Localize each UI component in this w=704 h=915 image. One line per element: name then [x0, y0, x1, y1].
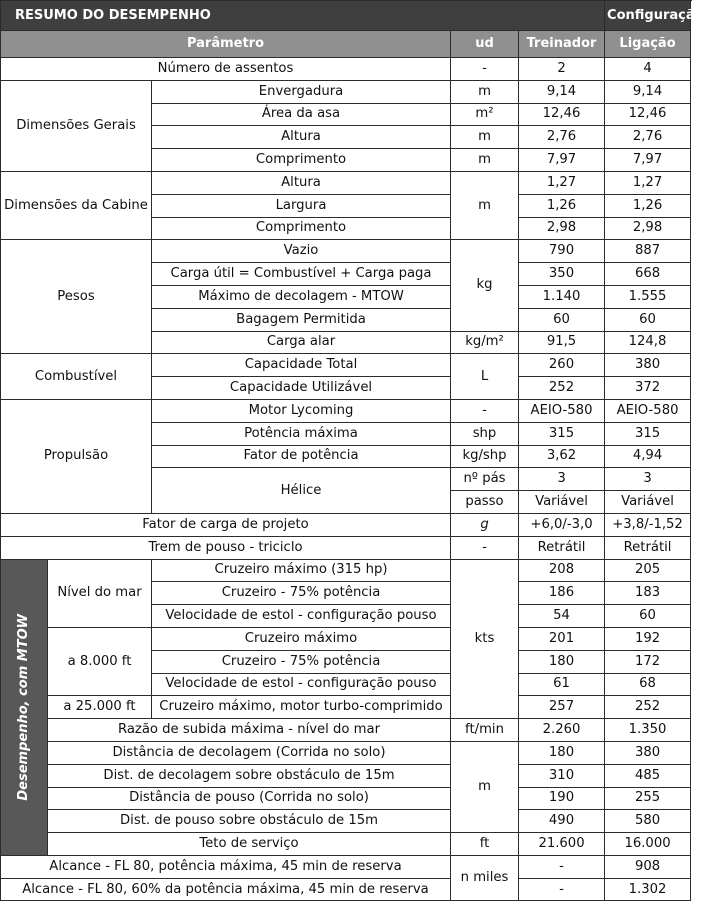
value-ligacao: 315: [605, 422, 691, 445]
value-ligacao: 60: [605, 308, 691, 331]
value-ligacao: 2,98: [605, 217, 691, 240]
value-ligacao: 68: [605, 673, 691, 696]
value-treinador: 186: [519, 582, 605, 605]
table-row: [1, 513, 691, 536]
row-label: Número de assentos: [1, 58, 451, 81]
value-treinador: 2: [519, 58, 605, 81]
table-row: [1, 80, 691, 103]
value-ligacao: 4,94: [605, 445, 691, 468]
row-label: Altura: [152, 171, 451, 194]
row-label: Capacidade Utilizável: [152, 377, 451, 400]
value-ligacao: 1,27: [605, 171, 691, 194]
row-unit: m: [451, 741, 519, 832]
row-unit: L: [451, 354, 519, 400]
value-ligacao: 380: [605, 354, 691, 377]
value-ligacao: 192: [605, 627, 691, 650]
group-label: Pesos: [1, 240, 152, 354]
value-treinador: 252: [519, 377, 605, 400]
value-ligacao: 908: [605, 855, 691, 878]
value-treinador: Variável: [519, 491, 605, 514]
table-row: [1, 171, 691, 194]
value-treinador: 201: [519, 627, 605, 650]
row-label: Fator de potência: [152, 445, 451, 468]
value-treinador: 310: [519, 764, 605, 787]
row-unit: ft/min: [451, 719, 519, 742]
value-ligacao: 255: [605, 787, 691, 810]
value-ligacao: 580: [605, 810, 691, 833]
value-treinador: 3,62: [519, 445, 605, 468]
value-treinador: 180: [519, 741, 605, 764]
value-treinador: AEIO-580: [519, 399, 605, 422]
row-unit: ft: [451, 833, 519, 856]
value-ligacao: 252: [605, 696, 691, 719]
value-ligacao: +3,8/-1,52: [605, 513, 691, 536]
row-label: Cruzeiro - 75% potência: [152, 582, 451, 605]
row-label: Alcance - FL 80, 60% da potência máxima, 45 min de reserva: [1, 878, 451, 901]
table-row: [1, 559, 691, 582]
value-treinador: 180: [519, 650, 605, 673]
value-ligacao: 1,26: [605, 194, 691, 217]
row-label: Velocidade de estol - configuração pouso: [152, 673, 451, 696]
table-row: [1, 741, 691, 764]
table-row: [1, 855, 691, 878]
value-ligacao: 183: [605, 582, 691, 605]
value-treinador: 790: [519, 240, 605, 263]
row-label: Alcance - FL 80, potência máxima, 45 min de reserva: [1, 855, 451, 878]
row-label: Bagagem Permitida: [152, 308, 451, 331]
config-header: Configuração: [605, 1, 691, 31]
value-treinador: 2,98: [519, 217, 605, 240]
row-label: Fator de carga de projeto: [1, 513, 451, 536]
value-ligacao: 3: [605, 468, 691, 491]
value-treinador: 61: [519, 673, 605, 696]
value-treinador: 315: [519, 422, 605, 445]
group-label: Propulsão: [1, 399, 152, 513]
value-treinador: +6,0/-3,0: [519, 513, 605, 536]
table-row: [1, 240, 691, 263]
row-label: Envergadura: [152, 80, 451, 103]
value-treinador: 91,5: [519, 331, 605, 354]
value-treinador: Retrátil: [519, 536, 605, 559]
row-unit: -: [451, 399, 519, 422]
subgroup-label: a 25.000 ft: [48, 696, 152, 719]
table-row: [1, 878, 691, 901]
unit-header: ud: [451, 31, 519, 58]
row-label: Razão de subida máxima - nível do mar: [48, 719, 451, 742]
value-treinador: 1,26: [519, 194, 605, 217]
subgroup-label: Nível do mar: [48, 559, 152, 627]
value-ligacao: 485: [605, 764, 691, 787]
row-label: Cruzeiro máximo, motor turbo-comprimido: [152, 696, 451, 719]
table-row: [1, 833, 691, 856]
performance-group-text: Desempenho, com MTOW: [16, 613, 31, 801]
row-label: Motor Lycoming: [152, 399, 451, 422]
row-label: Velocidade de estol - configuração pouso: [152, 605, 451, 628]
row-label: Cruzeiro - 75% potência: [152, 650, 451, 673]
value-ligacao: 124,8: [605, 331, 691, 354]
row-label: Hélice: [152, 468, 451, 514]
row-label: Comprimento: [152, 217, 451, 240]
value-ligacao: 12,46: [605, 103, 691, 126]
value-ligacao: Retrátil: [605, 536, 691, 559]
table-row: [1, 399, 691, 422]
row-unit: kg: [451, 240, 519, 331]
value-ligacao: AEIO-580: [605, 399, 691, 422]
value-ligacao: 1.302: [605, 878, 691, 901]
value-ligacao: Variável: [605, 491, 691, 514]
row-label: Distância de decolagem (Corrida no solo): [48, 741, 451, 764]
value-ligacao: 2,76: [605, 126, 691, 149]
row-label: Trem de pouso - triciclo: [1, 536, 451, 559]
value-treinador: -: [519, 878, 605, 901]
row-unit: -: [451, 58, 519, 81]
row-unit: kts: [451, 559, 519, 719]
value-ligacao: 9,14: [605, 80, 691, 103]
subgroup-label: a 8.000 ft: [48, 627, 152, 695]
row-label: Largura: [152, 194, 451, 217]
table-row: [1, 536, 691, 559]
row-label: Máximo de decolagem - MTOW: [152, 285, 451, 308]
group-label: Dimensões Gerais: [1, 80, 152, 171]
row-label: Dist. de decolagem sobre obstáculo de 15m: [48, 764, 451, 787]
group-label: Dimensões da Cabine: [1, 171, 152, 239]
row-label: Teto de serviço: [48, 833, 451, 856]
value-treinador: 3: [519, 468, 605, 491]
table-row: [1, 719, 691, 742]
value-treinador: 190: [519, 787, 605, 810]
value-treinador: 1,27: [519, 171, 605, 194]
value-ligacao: 1.555: [605, 285, 691, 308]
header-row-title: [1, 1, 691, 31]
value-ligacao: 372: [605, 377, 691, 400]
value-treinador: 257: [519, 696, 605, 719]
ligacao-header: Ligação: [605, 31, 691, 58]
row-label: Potência máxima: [152, 422, 451, 445]
value-treinador: 60: [519, 308, 605, 331]
value-treinador: 1.140: [519, 285, 605, 308]
row-label: Dist. de pouso sobre obstáculo de 15m: [48, 810, 451, 833]
value-treinador: -: [519, 855, 605, 878]
value-treinador: 7,97: [519, 149, 605, 172]
row-unit: m²: [451, 103, 519, 126]
value-treinador: 260: [519, 354, 605, 377]
value-ligacao: 380: [605, 741, 691, 764]
row-label: Carga útil = Combustível + Carga paga: [152, 263, 451, 286]
row-label: Altura: [152, 126, 451, 149]
performance-group-label: [1, 559, 48, 855]
table-title: RESUMO DO DESEMPENHO: [1, 1, 605, 31]
value-ligacao: 60: [605, 605, 691, 628]
value-treinador: 208: [519, 559, 605, 582]
value-treinador: 350: [519, 263, 605, 286]
row-label: Distância de pouso (Corrida no solo): [48, 787, 451, 810]
row-unit: g: [451, 513, 519, 536]
value-treinador: 54: [519, 605, 605, 628]
param-header: Parâmetro: [1, 31, 451, 58]
value-ligacao: 1.350: [605, 719, 691, 742]
group-label: Combustível: [1, 354, 152, 400]
row-unit: m: [451, 149, 519, 172]
row-label: Carga alar: [152, 331, 451, 354]
value-ligacao: 16.000: [605, 833, 691, 856]
row-unit: kg/shp: [451, 445, 519, 468]
table-row: [1, 764, 691, 787]
value-treinador: 21.600: [519, 833, 605, 856]
value-treinador: 2,76: [519, 126, 605, 149]
row-unit: m: [451, 80, 519, 103]
table-row: [1, 696, 691, 719]
row-label: Área da asa: [152, 103, 451, 126]
row-unit: n miles: [451, 855, 519, 901]
row-label: Capacidade Total: [152, 354, 451, 377]
row-label: Vazio: [152, 240, 451, 263]
value-treinador: 12,46: [519, 103, 605, 126]
header-row-columns: [1, 31, 691, 58]
row-unit: passo: [451, 491, 519, 514]
value-ligacao: 7,97: [605, 149, 691, 172]
table-row: [1, 58, 691, 81]
table-row: [1, 787, 691, 810]
row-label: Cruzeiro máximo (315 hp): [152, 559, 451, 582]
row-unit: m: [451, 171, 519, 239]
row-unit: nº pás: [451, 468, 519, 491]
value-ligacao: 4: [605, 58, 691, 81]
row-unit: shp: [451, 422, 519, 445]
value-ligacao: 668: [605, 263, 691, 286]
table-row: [1, 810, 691, 833]
row-unit: kg/m²: [451, 331, 519, 354]
value-treinador: 9,14: [519, 80, 605, 103]
value-ligacao: 205: [605, 559, 691, 582]
treinador-header: Treinador: [519, 31, 605, 58]
table-row: [1, 354, 691, 377]
value-treinador: 490: [519, 810, 605, 833]
value-treinador: 2.260: [519, 719, 605, 742]
row-label: Cruzeiro máximo: [152, 627, 451, 650]
row-unit: m: [451, 126, 519, 149]
row-unit: -: [451, 536, 519, 559]
value-ligacao: 887: [605, 240, 691, 263]
table-row: [1, 627, 691, 650]
value-ligacao: 172: [605, 650, 691, 673]
row-label: Comprimento: [152, 149, 451, 172]
